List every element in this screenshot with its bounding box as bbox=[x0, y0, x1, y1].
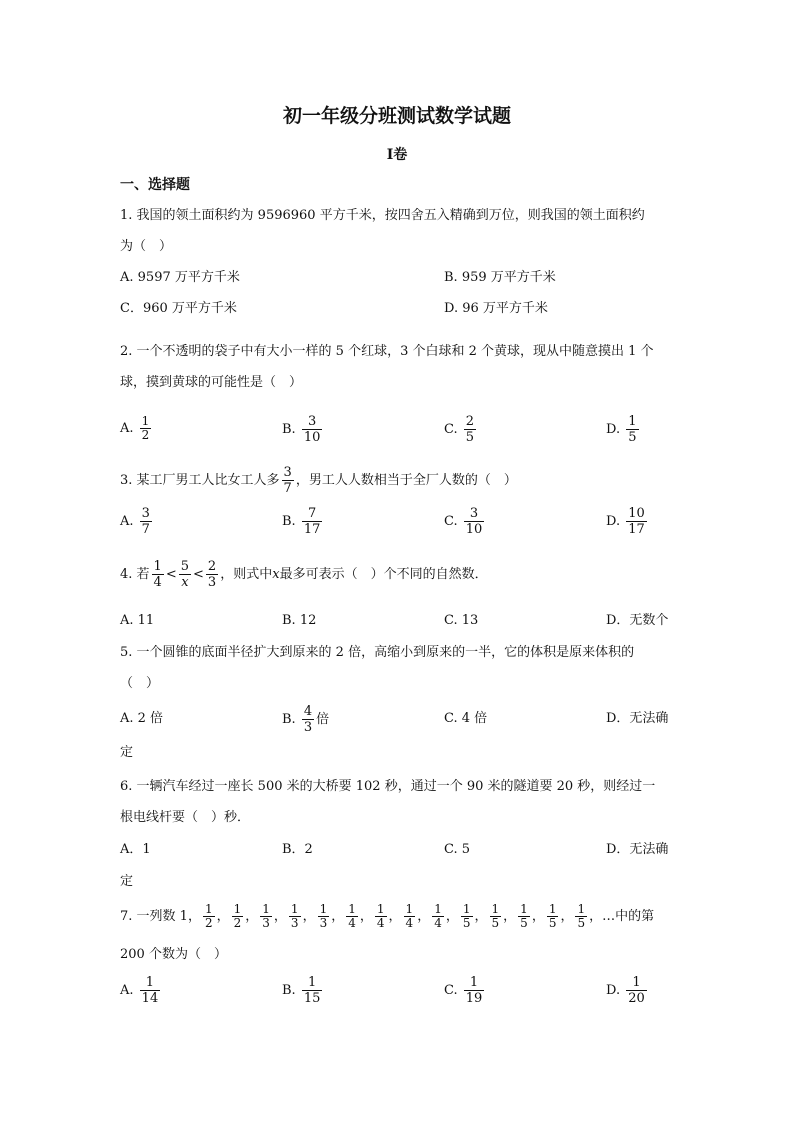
option-label: C. bbox=[444, 422, 458, 437]
sequence-fraction bbox=[375, 903, 387, 930]
q7-option-d bbox=[606, 975, 649, 1006]
separator: ， bbox=[589, 909, 603, 924]
q1-option-b: B. 959 万平方千米 bbox=[444, 270, 556, 285]
sequence-fraction bbox=[346, 903, 358, 930]
q7-option-b bbox=[282, 975, 324, 1006]
fraction-numerator: 1 bbox=[462, 902, 471, 916]
fraction-denominator: 19 bbox=[465, 991, 483, 1006]
q7-stem-line2: 200 个数为（ ） bbox=[120, 947, 227, 962]
separator: ， bbox=[273, 909, 287, 924]
volume-label: I卷 bbox=[386, 147, 408, 163]
fraction-denominator: 3 bbox=[290, 916, 299, 930]
fraction-denominator: 3 bbox=[262, 916, 270, 930]
q6-stem-line2: 根电线杆要（ ）秒． bbox=[120, 810, 251, 825]
fraction-denominator: 7 bbox=[141, 522, 150, 537]
fraction-denominator: 5 bbox=[548, 916, 557, 930]
q1-stem-line2: 为（ ） bbox=[120, 239, 173, 254]
separator: ， bbox=[302, 909, 316, 924]
fraction-numerator: 1 bbox=[376, 902, 385, 916]
stem-text: 最多可表示（ ）个不同的自然数． bbox=[279, 567, 488, 582]
fraction-denominator: 20 bbox=[628, 991, 645, 1006]
fraction-numerator: 1 bbox=[204, 902, 213, 916]
fraction-sequence bbox=[201, 902, 603, 930]
separator: ， bbox=[445, 909, 459, 924]
sequence-fraction bbox=[318, 903, 330, 930]
option-label: C. bbox=[444, 983, 458, 998]
option-label: B. bbox=[282, 712, 296, 727]
option-label: A. bbox=[120, 514, 134, 529]
less-than-sign: < bbox=[165, 567, 177, 582]
separator: ， bbox=[417, 909, 431, 924]
fraction-numerator: 1 bbox=[491, 902, 500, 916]
fraction-numerator: 1 bbox=[548, 902, 557, 916]
fraction-denominator: 4 bbox=[348, 916, 356, 930]
fraction-denominator: 15 bbox=[303, 991, 321, 1006]
separator: ， bbox=[531, 909, 545, 924]
sequence-fraction bbox=[490, 903, 502, 930]
fraction-numerator: 5 bbox=[180, 559, 190, 574]
fraction-numerator: 1 bbox=[520, 902, 528, 916]
q4-option-b: B. 12 bbox=[282, 613, 317, 628]
fraction-denominator: x bbox=[181, 575, 189, 590]
q3-option-b bbox=[282, 506, 324, 537]
fraction-denominator: 2 bbox=[141, 428, 150, 442]
fraction-numerator: 2 bbox=[465, 414, 475, 429]
fraction-numerator: 1 bbox=[348, 902, 356, 916]
q2-option-a bbox=[120, 414, 153, 444]
fraction-denominator: 17 bbox=[303, 522, 321, 537]
sequence-fraction bbox=[461, 903, 473, 930]
q2-stem-line2: 球，摸到黄球的可能性是（ ） bbox=[120, 375, 303, 390]
fraction-denominator: 5 bbox=[491, 916, 500, 930]
q1-stem-line1: 1. 我国的领土面积约为 9596960 平方千米，按四舍五入精确到万位，则我国的领土面积约 bbox=[120, 208, 645, 223]
q3-stem bbox=[120, 465, 517, 496]
option-suffix: 倍 bbox=[316, 712, 330, 727]
fraction-denominator: 2 bbox=[233, 916, 242, 930]
fraction-denominator: 17 bbox=[628, 522, 645, 537]
fraction-denominator: 2 bbox=[204, 916, 213, 930]
option-label: A. bbox=[120, 983, 134, 998]
fraction-denominator: 4 bbox=[153, 575, 162, 590]
fraction-numerator: 1 bbox=[434, 902, 442, 916]
separator: ， bbox=[245, 909, 259, 924]
fraction-denominator: 3 bbox=[319, 916, 328, 930]
fraction-numerator: 1 bbox=[405, 902, 414, 916]
q5-option-a: A. 2 倍 bbox=[120, 711, 164, 726]
q4-option-a: A. 11 bbox=[120, 613, 155, 628]
sequence-fraction bbox=[575, 903, 587, 930]
fraction-numerator: 1 bbox=[319, 902, 328, 916]
q6-option-d-continuation: 定 bbox=[120, 874, 134, 889]
sequence-fraction bbox=[518, 903, 530, 930]
option-label: C. bbox=[444, 514, 458, 529]
separator: ， bbox=[216, 909, 230, 924]
separator: ， bbox=[503, 909, 517, 924]
fraction-numerator: 1 bbox=[464, 975, 485, 991]
fraction-denominator: 5 bbox=[628, 430, 637, 445]
fraction-numerator: 3 bbox=[141, 506, 150, 521]
fraction-numerator: 1 bbox=[233, 902, 242, 916]
fraction-denominator: 10 bbox=[303, 430, 321, 445]
q5-option-b bbox=[282, 704, 329, 735]
stem-text: 4. 若 bbox=[120, 567, 150, 582]
q5-option-d: D．无法确 bbox=[606, 711, 669, 726]
fraction-numerator: 1 bbox=[262, 902, 270, 916]
q6-option-c: C. 5 bbox=[444, 842, 471, 857]
less-than-sign: < bbox=[193, 567, 204, 582]
sequence-fraction bbox=[289, 903, 301, 930]
q4-stem bbox=[120, 559, 488, 590]
q4-option-c: C. 13 bbox=[444, 613, 479, 628]
fraction-denominator: 5 bbox=[577, 916, 586, 930]
q3-option-a bbox=[120, 506, 154, 537]
q3-option-d bbox=[606, 506, 649, 537]
q2-stem-line1: 2. 一个不透明的袋子中有大小一样的 5 个红球，3 个白球和 2 个黄球，现从中随意摸出 1 个 bbox=[120, 344, 654, 359]
fraction-denominator: 5 bbox=[462, 916, 471, 930]
fraction-denominator: 4 bbox=[434, 916, 442, 930]
separator: ， bbox=[560, 909, 574, 924]
fraction-denominator: 3 bbox=[207, 575, 217, 590]
q7-option-a bbox=[120, 975, 162, 1006]
q5-option-c: C. 4 倍 bbox=[444, 711, 488, 726]
fraction-numerator: 1 bbox=[577, 902, 586, 916]
sequence-fraction bbox=[260, 903, 272, 930]
fraction-denominator: 4 bbox=[405, 916, 414, 930]
fraction-numerator: 7 bbox=[302, 506, 323, 522]
sequence-fraction bbox=[547, 903, 559, 930]
fraction-numerator: 1 bbox=[153, 559, 162, 574]
option-label: B. bbox=[282, 422, 296, 437]
q1-option-c: C．960 万平方千米 bbox=[120, 301, 237, 316]
q2-option-d bbox=[606, 414, 641, 445]
q5-option-d-continuation: 定 bbox=[120, 745, 134, 760]
stem-text: ，则式中 bbox=[220, 567, 273, 582]
option-label: D. bbox=[606, 983, 621, 998]
q7-stem bbox=[120, 902, 654, 932]
separator: ， bbox=[474, 909, 488, 924]
option-label: A. bbox=[120, 421, 134, 436]
variable: x bbox=[272, 567, 280, 582]
fraction-denominator: 5 bbox=[465, 430, 475, 445]
q6-option-b: B．2 bbox=[282, 842, 313, 857]
separator: ， bbox=[388, 909, 402, 924]
page-title: 初一年级分班测试数学试题 bbox=[282, 105, 511, 127]
option-label: D. bbox=[606, 422, 621, 437]
fraction-numerator: 1 bbox=[626, 975, 647, 991]
fraction-denominator: 3 bbox=[303, 720, 313, 735]
sequence-fraction bbox=[232, 903, 244, 930]
stem-text: 7. 一列数 1， bbox=[120, 909, 201, 924]
q1-option-d: D. 96 万平方千米 bbox=[444, 301, 548, 316]
section-heading: 一、选择题 bbox=[120, 177, 190, 193]
option-label: B. bbox=[282, 514, 296, 529]
fraction-numerator: 1 bbox=[628, 414, 637, 429]
fraction-numerator: 2 bbox=[207, 559, 217, 574]
q6-stem-line1: 6. 一辆汽车经过一座长 500 米的大桥要 102 秒，通过一个 90 米的隧道要 20 秒，则经过一 bbox=[120, 779, 656, 794]
q2-option-b bbox=[282, 414, 324, 445]
q3-option-c bbox=[444, 506, 486, 537]
sequence-fraction bbox=[404, 903, 416, 930]
fraction-numerator: 1 bbox=[290, 902, 299, 916]
q5-stem-line1: 5. 一个圆锥的底面半径扩大到原来的 2 倍，高缩小到原来的一半，它的体积是原来体积的 bbox=[120, 645, 635, 660]
sequence-fraction bbox=[432, 903, 444, 930]
q7-option-c bbox=[444, 975, 486, 1006]
sequence-fraction bbox=[203, 903, 215, 930]
fraction-denominator: 5 bbox=[520, 916, 528, 930]
q6-option-a: A．1 bbox=[120, 842, 151, 857]
q5-stem-line2: （ ） bbox=[120, 676, 160, 691]
fraction-denominator: 14 bbox=[141, 991, 159, 1006]
fraction-numerator: 3 bbox=[302, 414, 323, 430]
q4-option-d: D．无数个 bbox=[606, 613, 669, 628]
fraction-numerator: 3 bbox=[464, 506, 485, 522]
option-label: B. bbox=[282, 983, 296, 998]
fraction-numerator: 10 bbox=[628, 506, 645, 521]
q1-option-a: A. 9597 万平方千米 bbox=[120, 270, 240, 285]
separator: ， bbox=[331, 909, 345, 924]
fraction-numerator: 3 bbox=[283, 465, 292, 480]
fraction-denominator: 4 bbox=[376, 916, 385, 930]
stem-text: …中的第 bbox=[602, 909, 655, 924]
fraction-numerator: 1 bbox=[140, 975, 161, 991]
fraction-denominator: 10 bbox=[465, 522, 483, 537]
stem-text: 3. 某工厂男工人比女工人多 bbox=[120, 473, 280, 488]
q2-option-c bbox=[444, 414, 478, 445]
fraction-numerator: 4 bbox=[303, 704, 313, 719]
fraction-denominator: 7 bbox=[283, 481, 292, 496]
stem-text: ，男工人人数相当于全厂人数的（ ） bbox=[295, 473, 517, 488]
fraction-numerator: 1 bbox=[302, 975, 323, 991]
fraction-numerator: 1 bbox=[141, 414, 150, 428]
q6-option-d: D．无法确 bbox=[606, 842, 669, 857]
option-label: D. bbox=[606, 514, 621, 529]
separator: ， bbox=[359, 909, 373, 924]
